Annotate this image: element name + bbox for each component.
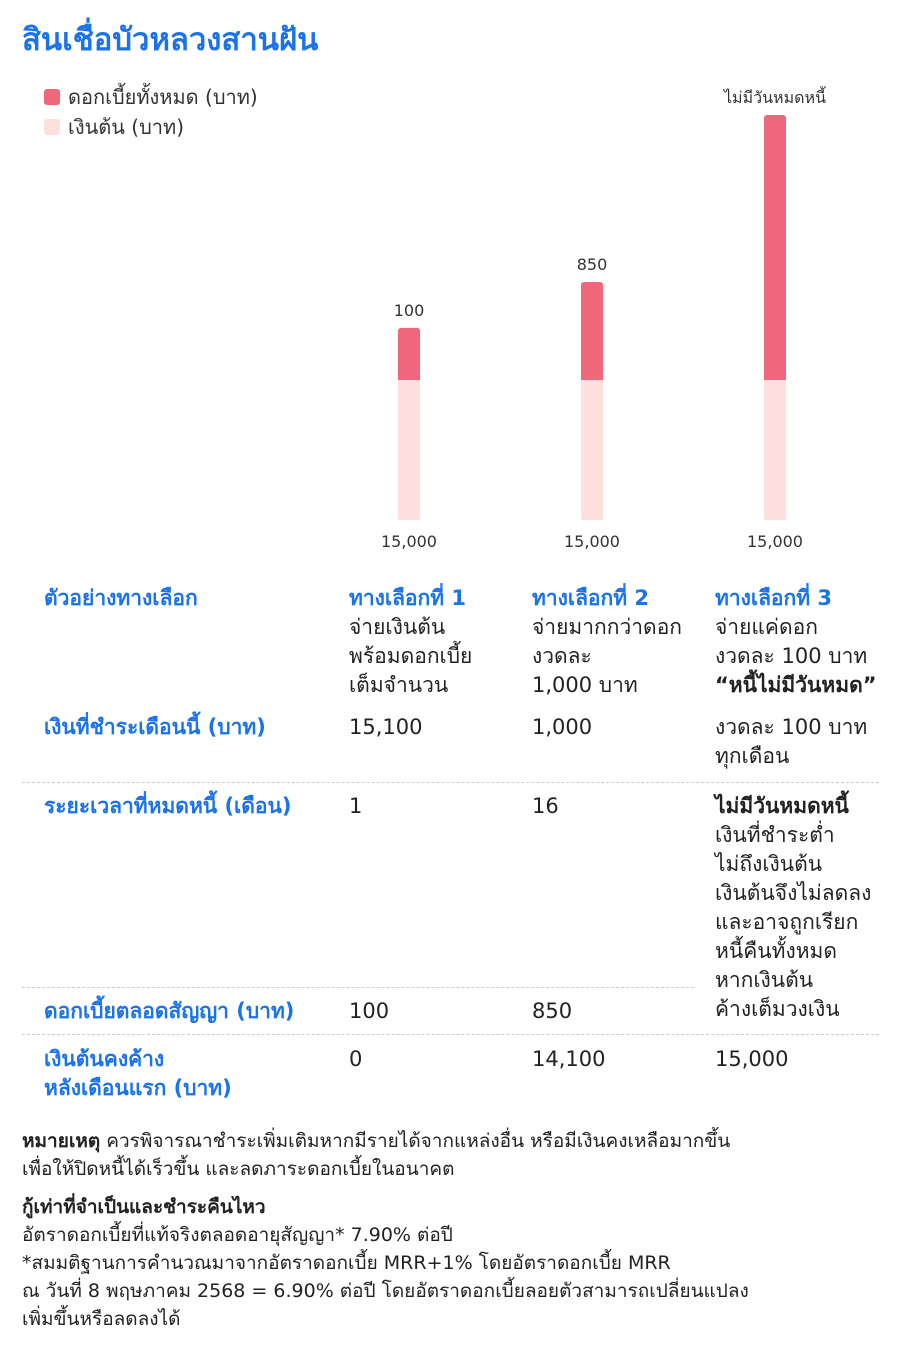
row-principal-opt1: 0 — [349, 1047, 363, 1071]
option2-desc-line: งวดละ — [532, 644, 592, 668]
assumption-line: เพิ่มขึ้นหรือลดลงได้ — [22, 1308, 181, 1330]
principal-data-label: 15,000 — [747, 532, 803, 551]
option1-desc-line: เต็มจำนวน — [349, 673, 449, 697]
row-divider — [22, 782, 879, 783]
row-duration-label: ระยะเวลาที่หมดหนี้ (เดือน) — [44, 794, 292, 818]
effective-rate: อัตราดอกเบี้ยที่แท้จริงตลอดอายุสัญญา* 7.90% ต่อปี — [22, 1224, 453, 1246]
bar-principal-cap — [581, 380, 603, 386]
assumption-line: *สมมติฐานการคำนวณมาจากอัตราดอกเบี้ย MRR+1% โดยอัตราดอกเบี้ย MRR — [22, 1252, 671, 1274]
bar-principal — [581, 380, 603, 520]
principal-data-label: 15,000 — [381, 532, 437, 551]
row-principal-label-line: เงินต้นคงค้าง — [44, 1047, 165, 1071]
option2-desc-line: จ่ายมากกว่าดอก — [532, 615, 683, 639]
option1-title: ทางเลือกที่ 1 — [349, 586, 467, 610]
row-payment-opt3-line: ทุกเดือน — [715, 744, 790, 768]
bar-principal-cap — [764, 380, 786, 386]
remark-line — [22, 1127, 882, 1155]
option1-desc-line: จ่ายเงินต้น — [349, 615, 446, 639]
row-duration-opt3-line: หากเงินต้น — [715, 968, 814, 992]
option3-title: ทางเลือกที่ 3 — [715, 586, 833, 610]
option2-title: ทางเลือกที่ 2 — [532, 586, 650, 610]
disclaimer-block — [22, 1193, 882, 1333]
page-title: สินเชื่อบัวหลวงสานฝัน — [22, 22, 319, 58]
row-duration-opt3-line: ไม่ถึงเงินต้น — [715, 852, 823, 876]
row-duration-opt3-line: เงินที่ชำระต่ำ — [715, 823, 835, 847]
remark-heading: หมายเหตุ — [22, 1130, 101, 1152]
legend-label-principal: เงินต้น (บาท) — [68, 115, 185, 139]
row-interest-opt2: 850 — [532, 999, 573, 1023]
row-duration-opt3-bold: ไม่มีวันหมดหนี้ — [715, 794, 849, 818]
row-payment-label: เงินที่ชำระเดือนนี้ (บาท) — [44, 715, 266, 739]
row-payment-opt2: 1,000 — [532, 715, 593, 739]
assumption-line: ณ วันที่ 8 พฤษภาคม 2568 = 6.90% ต่อปี โดยอัตราดอกเบี้ยลอยตัวสามารถเปลี่ยนแปลง — [22, 1280, 749, 1302]
row-payment-opt3-line: งวดละ 100 บาท — [715, 715, 868, 739]
interest-data-label: ไม่มีวันหมดหนี้ — [723, 88, 827, 107]
option3-desc-line: จ่ายแค่ดอก — [715, 615, 818, 639]
option3-desc-line: งวดละ 100 บาท — [715, 644, 868, 668]
row-principal-opt3: 15,000 — [715, 1047, 789, 1071]
row-principal-opt2: 14,100 — [532, 1047, 606, 1071]
row-interest-opt1: 100 — [349, 999, 390, 1023]
principal-data-label: 15,000 — [564, 532, 620, 551]
row-divider — [22, 987, 694, 988]
row-divider — [22, 1034, 879, 1035]
row-duration-opt3-line: และอาจถูกเรียก — [715, 910, 859, 934]
row-principal-label-line: หลังเดือนแรก (บาท) — [44, 1076, 232, 1100]
option1-desc-line: พร้อมดอกเบี้ย — [349, 644, 473, 668]
footnotes — [22, 1127, 882, 1333]
option3-quote: “หนี้ไม่มีวันหมด” — [715, 673, 877, 697]
bar-principal-cap — [398, 380, 420, 386]
table-header-label: ตัวอย่างทางเลือก — [44, 586, 198, 610]
row-duration-opt3-line: ค้างเต็มวงเงิน — [715, 997, 840, 1021]
interest-data-label: 100 — [393, 300, 425, 320]
legend-label-interest: ดอกเบี้ยทั้งหมด (บาท) — [68, 85, 258, 109]
row-duration-opt2: 16 — [532, 794, 559, 818]
bar-principal — [764, 380, 786, 520]
option2-desc-line: 1,000 บาท — [532, 673, 638, 697]
slogan: กู้เท่าที่จำเป็นและชำระคืนไหว — [22, 1196, 266, 1218]
interest-data-label: 850 — [576, 254, 608, 274]
bar-chart — [0, 80, 900, 560]
row-duration-opt1: 1 — [349, 794, 363, 818]
bar-principal — [398, 380, 420, 520]
row-duration-opt3-line: เงินต้นจึงไม่ลดลง — [715, 881, 872, 905]
row-duration-opt3-line: หนี้คืนทั้งหมด — [715, 939, 838, 963]
row-interest-label: ดอกเบี้ยตลอดสัญญา (บาท) — [44, 999, 295, 1023]
remark-text: ควรพิจารณาชำระเพิ่มเติมหากมีรายได้จากแหล่งอื่น หรือมีเงินคงเหลือมากขึ้น — [100, 1130, 731, 1152]
row-payment-opt1: 15,100 — [349, 715, 423, 739]
remark-line: เพื่อให้ปิดหนี้ได้เร็วขึ้น และลดภาระดอกเบี้ยในอนาคต — [22, 1158, 455, 1180]
remark-block — [22, 1127, 882, 1183]
